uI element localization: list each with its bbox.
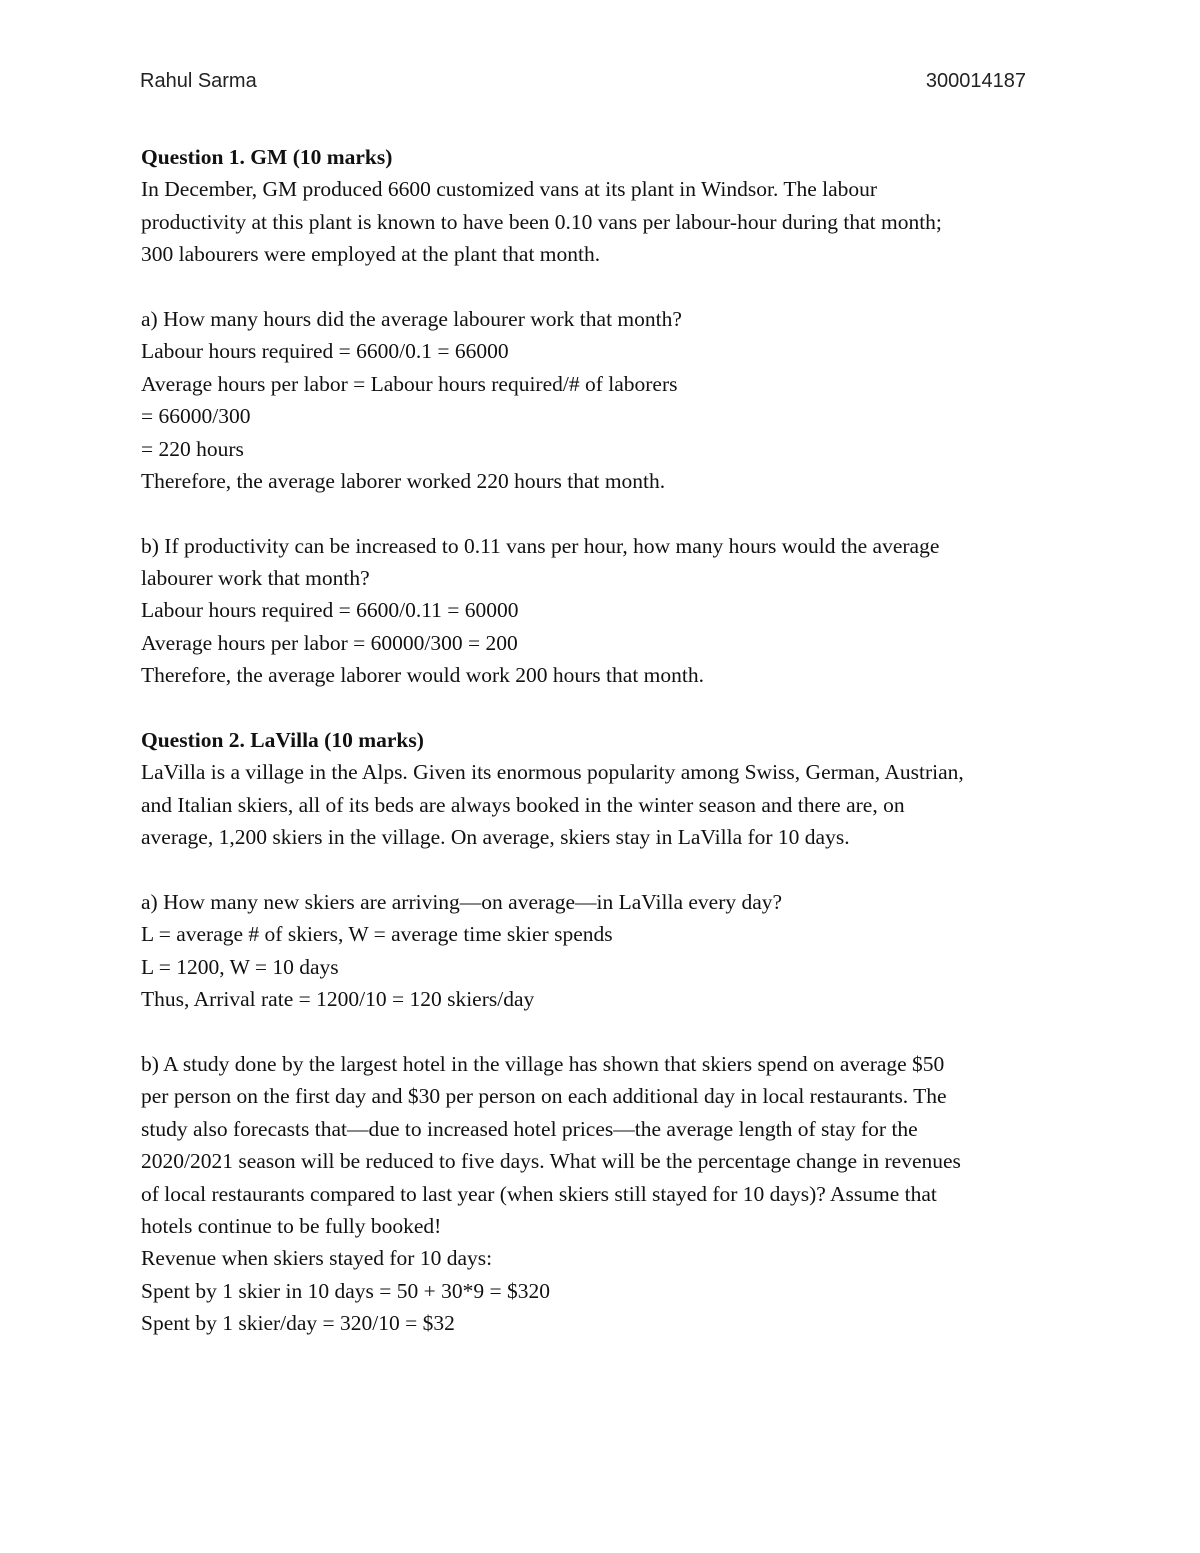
paragraph-line: Average hours per labor = Labour hours required/# of laborers (141, 371, 678, 396)
paragraph-line: Thus, Arrival rate = 1200/10 = 120 skiers/day (141, 987, 535, 1012)
paragraph-line: a) How many new skiers are arriving—on average—in LaVilla every day? (141, 889, 783, 914)
paragraph-line: Labour hours required = 6600/0.11 = 60000 (141, 598, 519, 623)
question-2-part-b (141, 1048, 1061, 1340)
paragraph-line: Revenue when skiers stayed for 10 days: (141, 1246, 493, 1271)
document-body (141, 141, 1061, 1339)
spacer (141, 271, 1061, 303)
question-2-prompt (141, 756, 1061, 853)
paragraph-line: Average hours per labor = 60000/300 = 200 (141, 630, 518, 655)
spacer (141, 854, 1061, 886)
question-1-title: Question 1. GM (10 marks) (141, 145, 393, 169)
paragraph-line: of local restaurants compared to last year (when skiers still stayed for 10 days)? Assume that (141, 1181, 937, 1206)
paragraph-line: = 66000/300 (141, 404, 251, 429)
question-1-part-b (141, 530, 1061, 692)
paragraph-line: per person on the first day and $30 per person on each additional day in local restaurants. The (141, 1084, 947, 1109)
paragraph-line: Therefore, the average laborer worked 220 hours that month. (141, 468, 666, 493)
spacer (141, 1016, 1061, 1048)
paragraph-line: and Italian skiers, all of its beds are always booked in the winter season and there are, on (141, 792, 905, 817)
paragraph-line: In December, GM produced 6600 customized vans at its plant in Windsor. The labour (141, 177, 878, 202)
paragraph-line: study also forecasts that—due to increased hotel prices—the average length of stay for the (141, 1116, 918, 1141)
question-1-part-a (141, 303, 1061, 497)
question-2-part-a (141, 886, 1061, 1016)
spacer (141, 497, 1061, 529)
paragraph-line: Spent by 1 skier in 10 days = 50 + 30*9 = $320 (141, 1278, 551, 1303)
paragraph-line: b) If productivity can be increased to 0.11 vans per hour, how many hours would the average (141, 533, 940, 558)
spacer (141, 692, 1061, 724)
paragraph-line: 300 labourers were employed at the plant that month. (141, 242, 601, 267)
paragraph-line: 2020/2021 season will be reduced to five days. What will be the percentage change in revenues (141, 1149, 961, 1174)
paragraph-line: Spent by 1 skier/day = 320/10 = $32 (141, 1311, 455, 1336)
paragraph-line: a) How many hours did the average labourer work that month? (141, 306, 682, 331)
paragraph-line: L = 1200, W = 10 days (141, 954, 339, 979)
paragraph-line: LaVilla is a village in the Alps. Given its enormous popularity among Swiss, German, Austrian, (141, 760, 964, 785)
paragraph-line: average, 1,200 skiers in the village. On average, skiers stay in LaVilla for 10 days. (141, 825, 850, 850)
paragraph-line: b) A study done by the largest hotel in the village has shown that skiers spend on average $50 (141, 1051, 945, 1076)
paragraph-line: productivity at this plant is known to have been 0.10 vans per labour-hour during that month; (141, 209, 942, 234)
paragraph-line: labourer work that month? (141, 566, 370, 591)
paragraph-line: = 220 hours (141, 436, 244, 461)
question-1-prompt (141, 173, 1061, 270)
author-name: Rahul Sarma (140, 70, 257, 92)
paragraph-line: Therefore, the average laborer would work 200 hours that month. (141, 663, 704, 688)
paragraph-line: L = average # of skiers, W = average time skier spends (141, 922, 613, 947)
student-id: 300014187 (925, 70, 1026, 92)
paragraph-line: hotels continue to be fully booked! (141, 1213, 442, 1238)
paragraph-line: Labour hours required = 6600/0.1 = 66000 (141, 339, 509, 364)
page-header (140, 70, 1026, 100)
question-2-title: Question 2. LaVilla (10 marks) (141, 728, 424, 753)
